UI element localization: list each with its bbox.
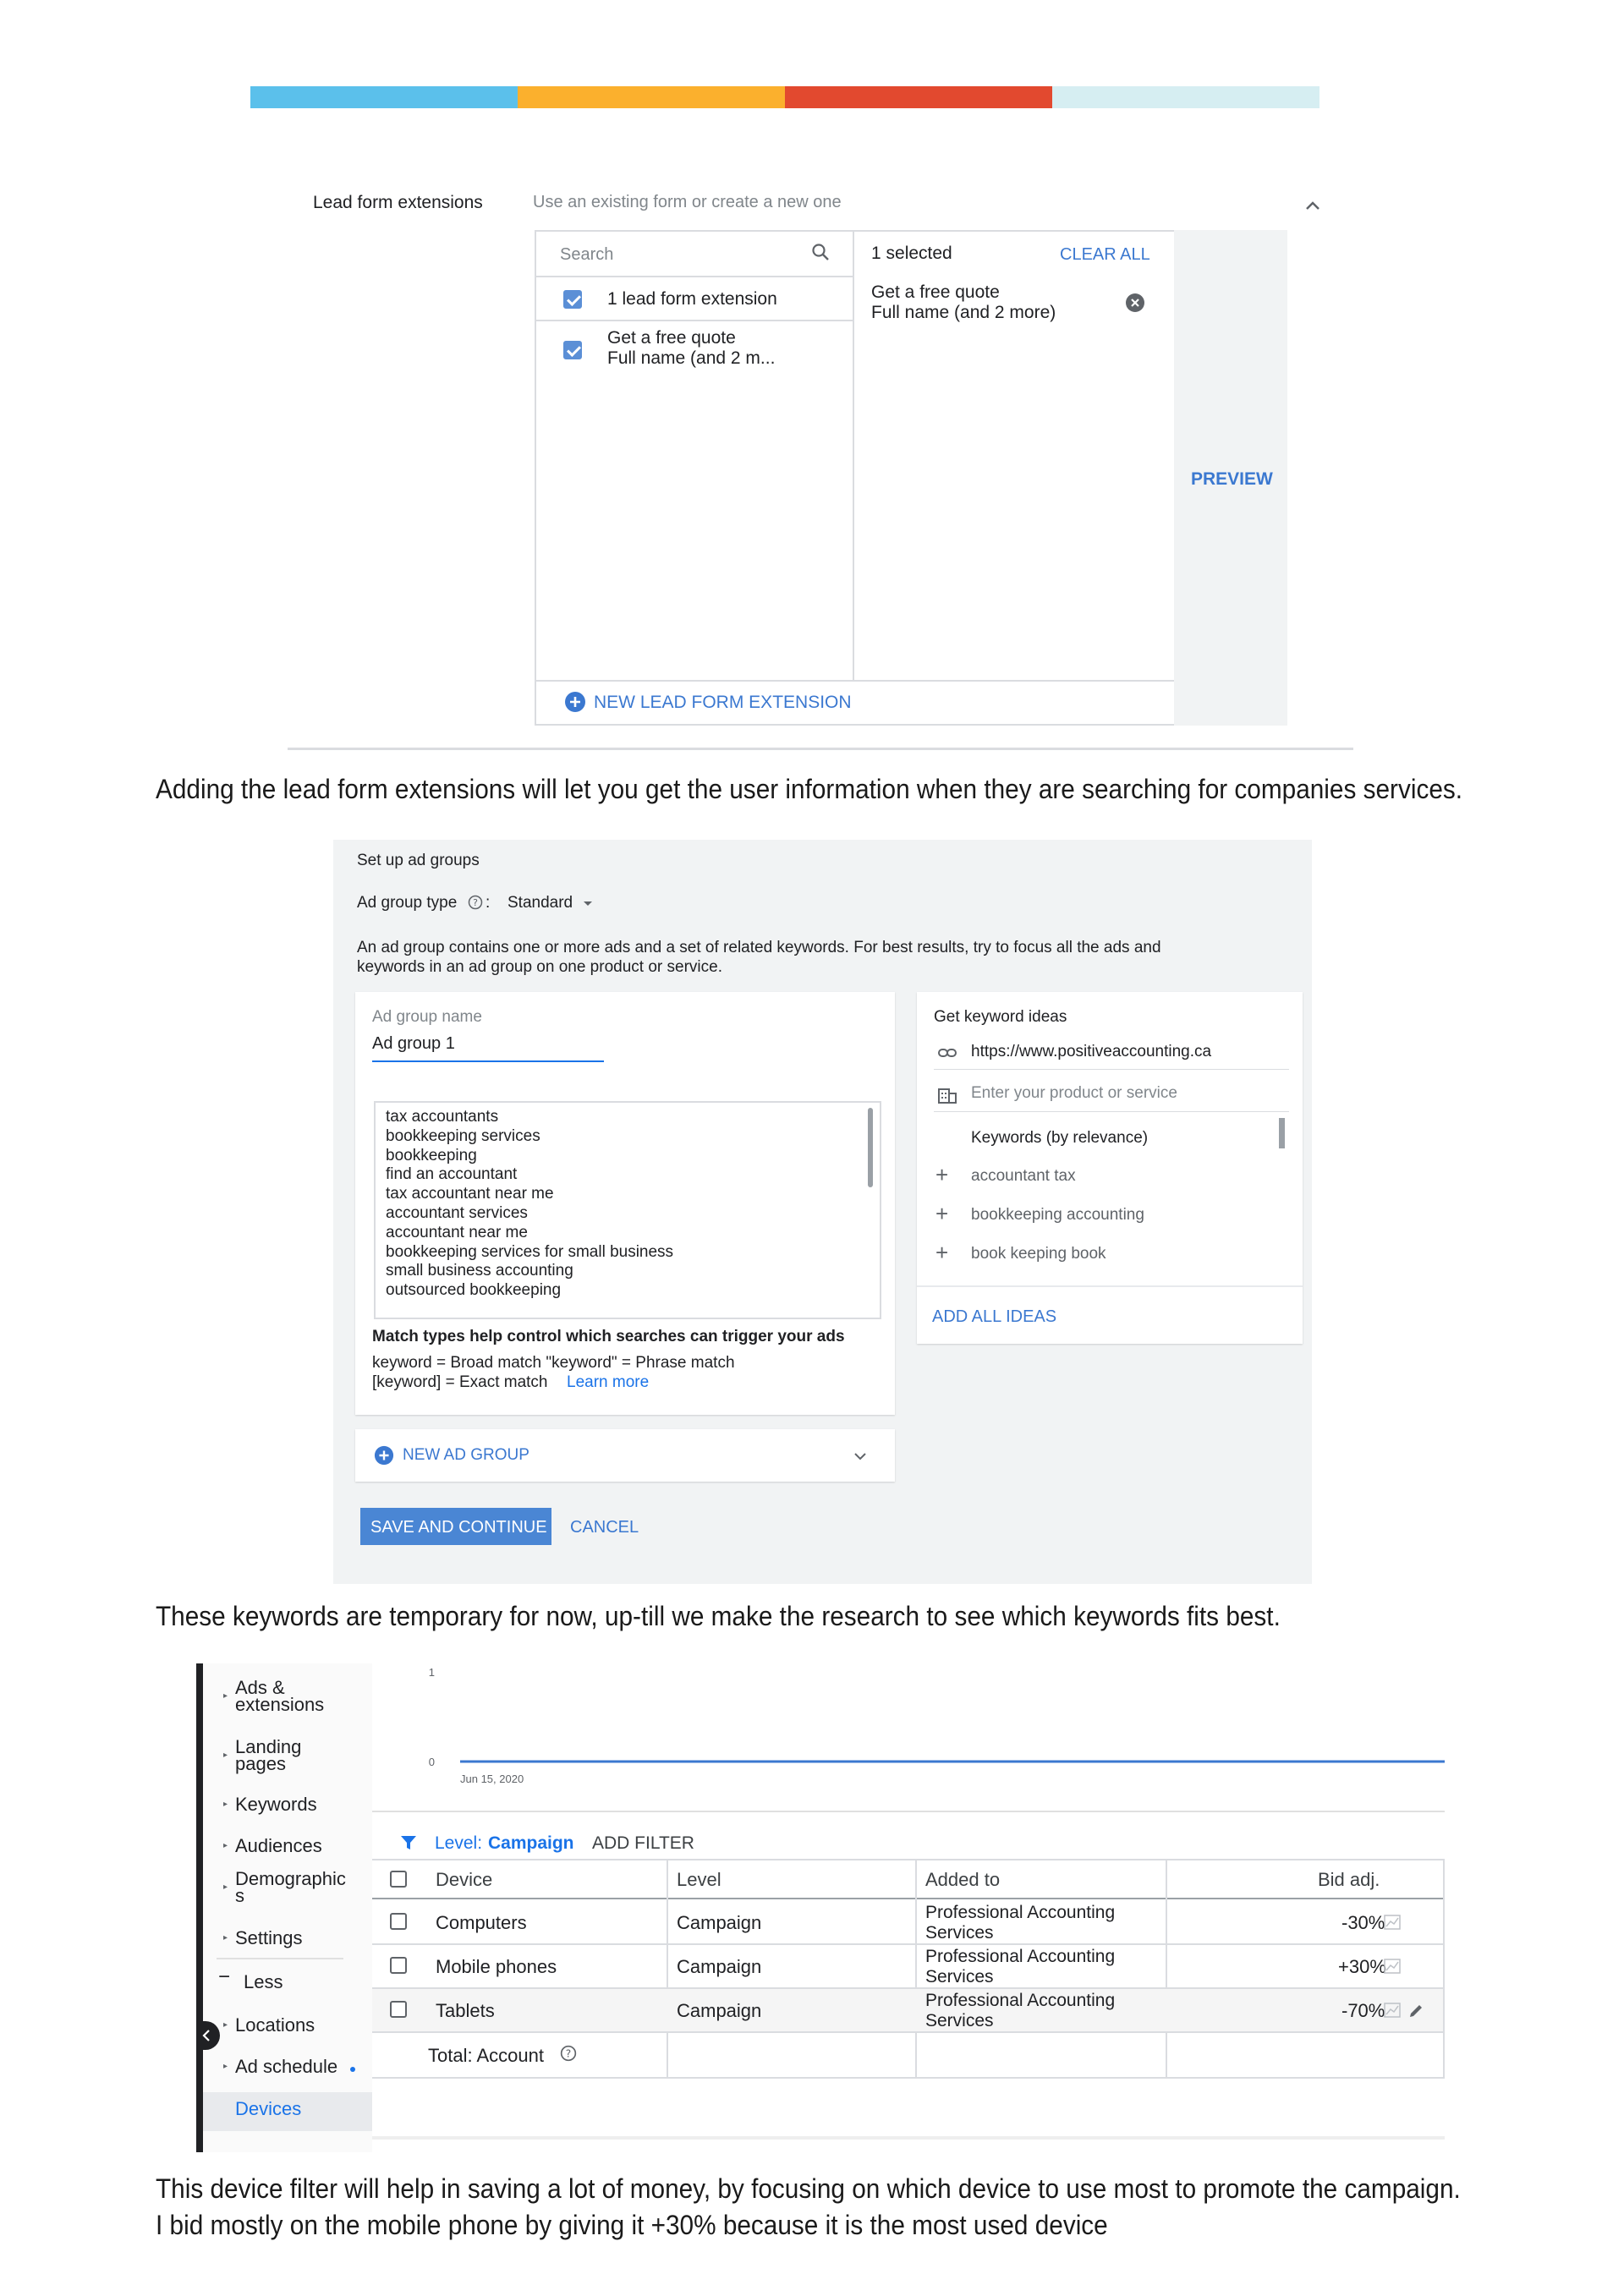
col-border xyxy=(915,1859,917,2077)
search-input[interactable]: Search xyxy=(560,245,614,264)
product-service-input[interactable]: Enter your product or service xyxy=(971,1084,1177,1102)
name-input-underline xyxy=(372,1060,604,1062)
level-filter-prefix: Level: xyxy=(435,1833,483,1853)
campaign-link[interactable] xyxy=(925,1947,1115,1987)
sidebar-item-landing-pages[interactable] xyxy=(235,1736,302,1774)
campaign-link-text: Professional Accounting xyxy=(925,1991,1116,2010)
search-icon[interactable] xyxy=(810,242,831,262)
remove-icon[interactable] xyxy=(1125,293,1145,313)
add-all-ideas-button[interactable]: ADD ALL IDEAS xyxy=(932,1307,1057,1326)
link-icon xyxy=(937,1047,957,1059)
edit-pencil-icon[interactable] xyxy=(1407,2003,1424,2019)
total-account-label: Total: Account xyxy=(428,2045,544,2066)
select-all-checkbox[interactable] xyxy=(390,1871,407,1888)
collapse-icon[interactable]: − xyxy=(218,1965,231,1988)
device-name: Mobile phones xyxy=(436,1956,557,1977)
ad-group-type-select[interactable]: Standard xyxy=(508,894,573,912)
ad-group-name-input[interactable]: Ad group 1 xyxy=(372,1034,455,1053)
chart-axis-labels xyxy=(429,1666,524,1785)
device-name: Computers xyxy=(436,1912,527,1933)
sidebar-divider xyxy=(217,1958,343,1959)
color-bar-light xyxy=(1052,86,1320,108)
help-icon[interactable] xyxy=(560,2045,577,2062)
ad-group-type-label: Ad group type xyxy=(357,894,458,912)
idea-item[interactable]: accountant tax xyxy=(971,1167,1076,1185)
keyword-ideas-title: Get keyword ideas xyxy=(934,1008,1067,1026)
add-circle-icon[interactable] xyxy=(374,1445,394,1466)
add-idea-icon[interactable]: + xyxy=(935,1201,949,1226)
add-idea-icon[interactable]: + xyxy=(935,1162,949,1187)
x-tick-date: Jun 15, 2020 xyxy=(460,1773,524,1785)
col-border xyxy=(1166,1859,1167,2077)
checkbox-free-quote[interactable] xyxy=(563,341,582,359)
campaign-link-text: Services xyxy=(925,1923,994,1943)
keyword-line: bookkeeping services xyxy=(386,1126,540,1145)
chevron-right-icon: ▸ xyxy=(223,2020,228,2030)
bid-adjustment[interactable]: -70% xyxy=(1341,2000,1385,2021)
row-checkbox[interactable] xyxy=(390,2001,407,2018)
list-item-subtitle: Full name (and 2 m... xyxy=(607,348,776,368)
keyword-line: outsourced bookkeeping xyxy=(386,1281,562,1300)
selected-item-title: Get a free quote xyxy=(871,282,1000,302)
ad-groups-description-2: keywords in an ad group on one product or service. xyxy=(357,958,722,976)
trend-chart-icon[interactable] xyxy=(1384,2003,1401,2018)
preview-button[interactable]: PREVIEW xyxy=(1191,469,1273,489)
sidebar-item-audiences[interactable]: Audiences xyxy=(235,1835,322,1856)
keyword-line: find an accountant xyxy=(386,1165,518,1184)
new-ad-group-button[interactable]: NEW AD GROUP xyxy=(403,1446,529,1464)
chevron-down-icon[interactable] xyxy=(853,1451,868,1461)
row-hover-bg xyxy=(372,1989,1443,2031)
campaign-link-text: Professional Accounting xyxy=(925,1947,1116,1966)
keyword-line: tax accountants xyxy=(386,1108,499,1126)
panel-divider-search xyxy=(536,276,853,277)
sidebar-label: s xyxy=(235,1885,244,1906)
keyword-line: tax accountant near me xyxy=(386,1185,554,1203)
colon-separator: : xyxy=(486,894,491,912)
device-name: Tablets xyxy=(436,2000,495,2021)
keywords-textarea[interactable] xyxy=(374,1101,881,1319)
color-bar-orange xyxy=(518,86,785,108)
ideas-scrollbar[interactable] xyxy=(1279,1118,1285,1148)
list-item-title: 1 lead form extension xyxy=(607,289,777,309)
selected-count: 1 selected xyxy=(871,244,952,263)
add-circle-icon[interactable] xyxy=(564,691,586,713)
chevron-right-icon: ▸ xyxy=(223,1691,228,1701)
trend-chart-icon[interactable] xyxy=(1384,1915,1401,1930)
keywords-sort-header: Keywords (by relevance) xyxy=(971,1129,1149,1147)
save-and-continue-label: SAVE AND CONTINUE xyxy=(370,1518,547,1537)
selected-item-subtitle: Full name (and 2 more) xyxy=(871,303,1056,322)
level-cell: Campaign xyxy=(677,1912,762,1933)
learn-more-link[interactable]: Learn more xyxy=(567,1373,650,1391)
sidebar-label: pages xyxy=(235,1753,286,1774)
dropdown-arrow-icon[interactable] xyxy=(582,900,594,908)
cancel-button[interactable]: CANCEL xyxy=(570,1518,639,1537)
panel-divider-bottom xyxy=(536,680,1174,682)
checkbox-all-forms[interactable] xyxy=(563,290,582,309)
table-bottom-shadow xyxy=(372,2136,1445,2140)
devices-table xyxy=(372,1812,1445,2152)
caption-devices-line2: I bid mostly on the mobile phone by giving it +30% because it is the most used device xyxy=(156,2210,1108,2240)
lead-form-label: Lead form extensions xyxy=(313,193,483,212)
section-divider xyxy=(288,748,1353,750)
sidebar-item-devices[interactable]: Devices xyxy=(235,2098,302,2119)
column-header-level[interactable]: Level xyxy=(677,1869,721,1890)
bid-adjustment[interactable]: -30% xyxy=(1341,1912,1385,1933)
level-cell: Campaign xyxy=(677,1956,762,1977)
campaign-link-text: Services xyxy=(925,1967,994,1986)
panel-divider-list xyxy=(536,320,853,321)
filter-icon[interactable] xyxy=(399,1833,418,1852)
sidebar-item-ad-schedule[interactable]: Ad schedule xyxy=(235,2056,338,2077)
keywords-scrollbar[interactable] xyxy=(868,1108,873,1187)
keyword-line: bookkeeping services for small business xyxy=(386,1242,674,1261)
lead-form-hint: Use an existing form or create a new one xyxy=(533,193,842,211)
sidebar-label: Ads & xyxy=(235,1677,285,1698)
row-checkbox[interactable] xyxy=(390,1913,407,1930)
idea-item[interactable]: book keeping book xyxy=(971,1245,1106,1263)
color-bar-blue xyxy=(250,86,518,108)
table-header-border xyxy=(372,1898,1445,1899)
ad-groups-description: An ad group contains one or more ads and a set of related keywords. For best results, try to focus all the ads and xyxy=(357,939,1161,956)
clear-all-button[interactable]: CLEAR ALL xyxy=(1060,245,1150,264)
new-lead-form-button[interactable]: NEW LEAD FORM EXTENSION xyxy=(594,693,852,712)
table-top-border xyxy=(372,1859,1445,1860)
campaign-link[interactable] xyxy=(925,1991,1115,2031)
y-tick-top: 1 xyxy=(428,1666,435,1679)
col-border xyxy=(667,1859,668,2077)
chevron-right-icon: ▸ xyxy=(223,1800,228,1809)
row-border xyxy=(372,2031,1445,2033)
chevron-right-icon: ▸ xyxy=(223,2062,228,2071)
bid-adjustment[interactable]: +30% xyxy=(1338,1956,1386,1977)
keyword-line: bookkeeping xyxy=(386,1146,477,1164)
chevron-up-icon[interactable] xyxy=(1304,200,1321,211)
match-types-title: Match types help control which searches can trigger your ads xyxy=(372,1328,845,1345)
add-idea-icon[interactable]: + xyxy=(935,1240,949,1265)
help-icon[interactable] xyxy=(468,895,483,910)
caption-devices-line1: This device filter will help in saving a lot of money, by focusing on which device to use most to promote the campaign. xyxy=(156,2173,1461,2204)
color-bar-red xyxy=(785,86,1052,108)
building-icon xyxy=(937,1086,957,1104)
ad-group-name-label: Ad group name xyxy=(372,1008,482,1026)
campaign-link-text: Professional Accounting xyxy=(925,1903,1116,1922)
sidebar-item-demographics[interactable] xyxy=(235,1868,346,1906)
idea-item[interactable]: bookkeeping accounting xyxy=(971,1206,1144,1224)
col-border xyxy=(1443,1859,1445,2077)
product-underline xyxy=(934,1111,1289,1112)
sidebar-item-locations[interactable]: Locations xyxy=(235,2014,315,2036)
match-types-line1: keyword = Broad match "keyword" = Phrase match xyxy=(372,1354,735,1372)
trend-chart-icon[interactable] xyxy=(1384,1959,1401,1974)
list-item-title: Get a free quote xyxy=(607,328,736,348)
svg-text:?: ? xyxy=(565,2047,572,2060)
keyword-line: small business accounting xyxy=(386,1262,573,1280)
add-filter-button[interactable]: ADD FILTER xyxy=(592,1833,694,1853)
sidebar-label: Landing xyxy=(235,1736,302,1757)
campaign-link[interactable] xyxy=(925,1903,1115,1943)
chevron-right-icon: ▸ xyxy=(223,1751,228,1760)
ad-groups-heading: Set up ad groups xyxy=(357,852,480,869)
chevron-right-icon: ▸ xyxy=(223,1882,228,1892)
column-header-added-to[interactable]: Added to xyxy=(925,1869,1001,1890)
sidebar-item-keywords[interactable]: Keywords xyxy=(235,1794,317,1815)
level-filter-chip[interactable]: Campaign xyxy=(488,1833,574,1853)
caption-keywords: These keywords are temporary for now, up-till we make the research to see which keywords fits best. xyxy=(156,1601,1281,1631)
status-dot-icon xyxy=(350,2067,355,2072)
sidebar-label: Demographic xyxy=(235,1868,346,1889)
caption-lead-form: Adding the lead form extensions will let you get the user information when they are searching for companies services. xyxy=(156,774,1463,804)
panel-divider-vertical xyxy=(853,232,854,680)
campaign-link-text: Services xyxy=(925,2011,994,2030)
url-underline xyxy=(934,1069,1289,1070)
row-border xyxy=(372,1943,1445,1945)
column-header-device[interactable]: Device xyxy=(436,1869,493,1890)
chevron-right-icon: ▸ xyxy=(223,1933,228,1943)
row-border xyxy=(372,2077,1445,2079)
keyword-line: accountant services xyxy=(386,1203,528,1222)
chevron-left-icon xyxy=(201,2029,211,2042)
level-cell: Campaign xyxy=(677,2000,762,2021)
chevron-right-icon: ▸ xyxy=(223,1841,228,1850)
ideas-divider xyxy=(917,1285,1303,1287)
y-tick-zero: 0 xyxy=(428,1756,435,1768)
keyword-line: accountant near me xyxy=(386,1223,528,1241)
sidebar-label: extensions xyxy=(235,1694,325,1715)
keyword-ideas-url[interactable]: https://www.positiveaccounting.ca xyxy=(971,1043,1212,1060)
column-header-bid-adj[interactable]: Bid adj. xyxy=(1318,1869,1380,1890)
svg-text:?: ? xyxy=(473,897,478,908)
sidebar-item-settings[interactable]: Settings xyxy=(235,1927,303,1948)
match-types-line2: [keyword] = Exact match xyxy=(372,1373,548,1391)
sidebar-item-ads-extensions[interactable] xyxy=(235,1677,325,1715)
sidebar-item-less[interactable]: Less xyxy=(244,1971,283,1992)
row-checkbox[interactable] xyxy=(390,1957,407,1974)
performance-chart-svg xyxy=(372,1663,1445,1812)
